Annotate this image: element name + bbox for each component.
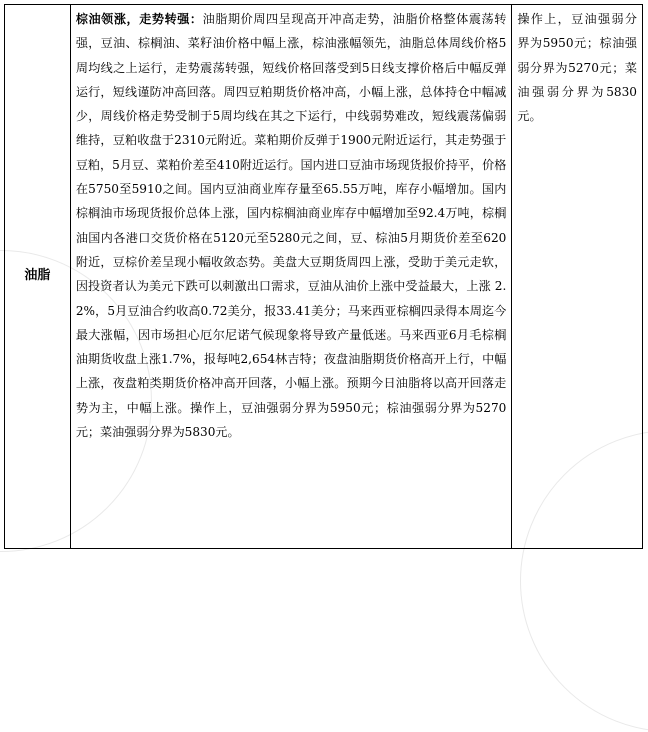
analysis-cell [70,5,512,549]
analysis-lead: 棕油领涨，走势转强： [75,12,203,26]
analysis-table [4,4,643,549]
category-cell: 油脂 [5,5,71,549]
table-row [5,5,643,549]
analysis-text: 油脂期价周四呈现高开冲高走势，油脂价格整体震荡转强，豆油、棕榈油、菜籽油价格中幅上涨，棕油涨幅领先，油脂总体周线价格5周均线之上运行，走势震荡转强，短线价格回落受到5日线支撑价格后中幅反弹运行，短线谨防冲高回落。周四豆粕期货价格冲高，小幅上涨，总体持仓中幅减少，周线价格走势受制于5周均线在其之下运行，中线弱势难改，短线震荡偏弱维持，豆粕收盘于2310元附近。菜粕期价反弹于1900元附近运行，其走势强于豆粕，5月豆、菜粕价差至410附近运行。国内进口豆油市场现货报价持平，价格在5750至5910之间。国内豆油商业库存量至65.55万吨，库存小幅增加。国内棕榈油市场现货报价总体上涨，国内棕榈油商业库存中幅增加至92.4万吨，棕榈油国内各港口交货价格在5120元至5280元之间，豆、棕油5月期货价差至620附近，豆棕价差呈现小幅收敛态势。美盘大豆期货周四上涨，受助于美元走软，因投资者认为美元下跌可以刺激出口需求，豆油从油价上涨中受益最大，上涨 2.2%，5月豆油合约收高0.72美分，报33.41美分；马来西亚棕榈四录得本周迄今最大涨幅，因市场担心厄尔尼诺气候现象将导致产量低迷。马来西亚6月毛棕榈油期货收盘上涨1.7%，报每吨2,654林吉特；夜盘油脂期货价格高开上行，中幅上涨，夜盘粕类期货价格冲高开回落，小幅上涨。预期今日油脂将以高开回落走势为主，中幅上涨。操作上，豆油强弱分界为5950元；棕油强弱分界为5270元；菜油强弱分界为5830元。 [75,12,507,440]
operation-cell: 操作上，豆油强弱分界为5950元；棕油强弱分界为5270元；菜油强弱分界为5830元。 [512,5,643,549]
